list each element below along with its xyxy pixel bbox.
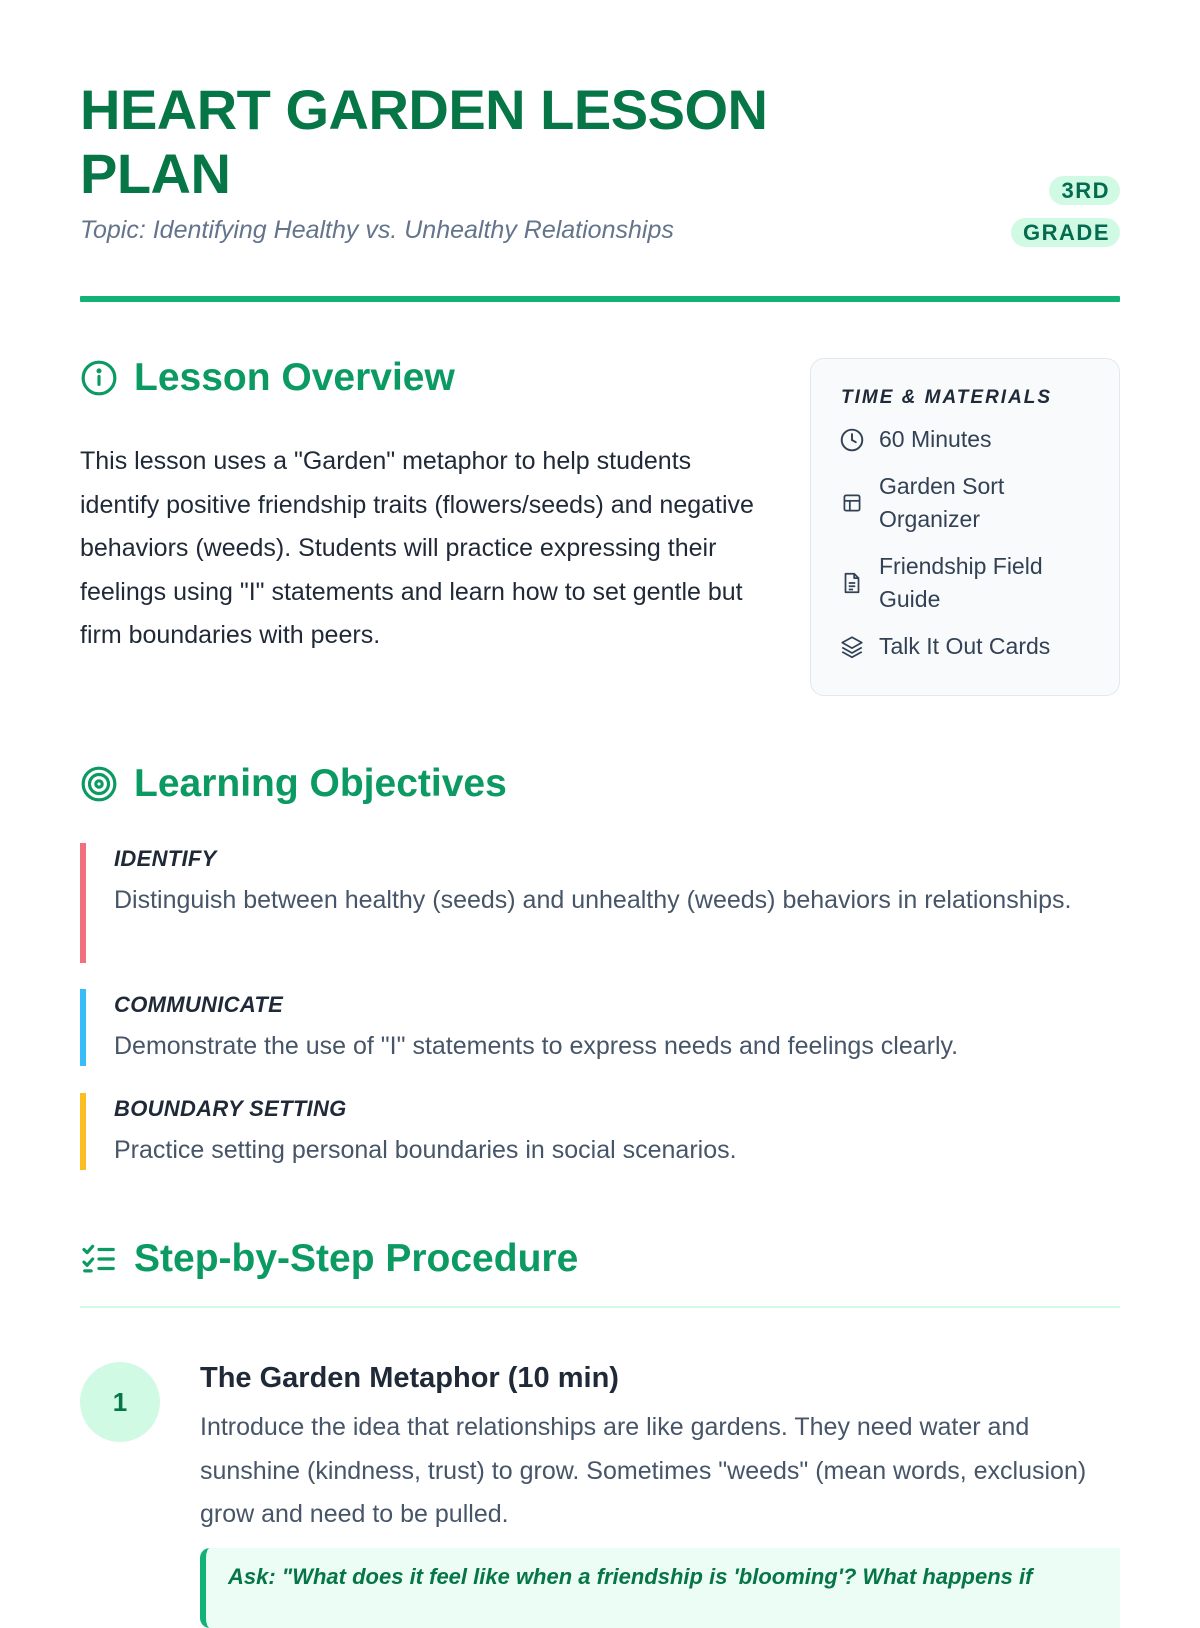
layers-icon bbox=[839, 634, 865, 660]
procedure-divider bbox=[80, 1306, 1120, 1308]
objective-boundary-setting bbox=[80, 1093, 1120, 1170]
step-number-badge: 1 bbox=[80, 1362, 160, 1442]
grade-badge bbox=[1002, 170, 1120, 254]
clock-icon bbox=[839, 427, 865, 453]
objectives-heading-label: Learning Objectives bbox=[134, 762, 507, 805]
objective-communicate bbox=[80, 989, 1120, 1066]
objective-title: COMMUNICATE bbox=[114, 992, 284, 1017]
overview-heading bbox=[80, 356, 455, 400]
materials-title: TIME & MATERIALS bbox=[841, 387, 1053, 408]
target-icon bbox=[80, 765, 118, 803]
objective-description: Distinguish between healthy (seeds) and unhealthy (weeds) behaviors in relationships. bbox=[114, 886, 1072, 914]
step-title: The Garden Metaphor (10 min) bbox=[200, 1362, 619, 1394]
page-title: HEART GARDEN LESSON PLAN bbox=[80, 78, 768, 205]
grade-badge-label: 3RD GRADE bbox=[1011, 176, 1120, 247]
document-icon bbox=[839, 570, 865, 596]
objectives-heading bbox=[80, 762, 507, 806]
material-item bbox=[839, 550, 1091, 616]
material-item bbox=[839, 423, 1091, 456]
step-description: Introduce the idea that relationships are like gardens. They need water and sunshine (kindness, trust) to grow. Sometimes "weeds" (mean words, exclusion) grow and need to be pulled. bbox=[200, 1413, 1087, 1528]
material-label: Talk It Out Cards bbox=[879, 633, 1051, 659]
header-divider bbox=[80, 296, 1120, 302]
procedure-heading bbox=[80, 1237, 578, 1281]
procedure-heading-label: Step-by-Step Procedure bbox=[134, 1237, 579, 1280]
page-subtitle: Topic: Identifying Healthy vs. Unhealthy Relationships bbox=[80, 216, 674, 244]
objective-title: BOUNDARY SETTING bbox=[114, 1096, 347, 1121]
material-label: Garden Sort Organizer bbox=[879, 473, 1005, 532]
objective-description: Demonstrate the use of "I" statements to express needs and feelings clearly. bbox=[114, 1032, 959, 1060]
materials-card bbox=[810, 358, 1120, 696]
objective-description: Practice setting personal boundaries in social scenarios. bbox=[114, 1136, 737, 1164]
overview-heading-label: Lesson Overview bbox=[134, 356, 455, 399]
objective-title: IDENTIFY bbox=[114, 846, 217, 871]
material-label: Friendship Field Guide bbox=[879, 553, 1043, 612]
overview-text: This lesson uses a "Garden" metaphor to help students identify positive friendship traits (flowers/seeds) and negative behaviors (weeds). Students will practice expressing their feelings using "I" statements and learn how to set gentle but firm boundaries with peers. bbox=[80, 447, 754, 649]
step-callout: Ask: "What does it feel like when a friendship is 'blooming'? What happens if bbox=[200, 1548, 1120, 1628]
layout-icon bbox=[839, 490, 865, 516]
material-item bbox=[839, 470, 1091, 536]
material-item bbox=[839, 630, 1091, 663]
objective-identify bbox=[80, 843, 1120, 963]
checklist-icon bbox=[80, 1240, 118, 1278]
material-label: 60 Minutes bbox=[879, 426, 992, 452]
info-icon bbox=[80, 359, 118, 397]
